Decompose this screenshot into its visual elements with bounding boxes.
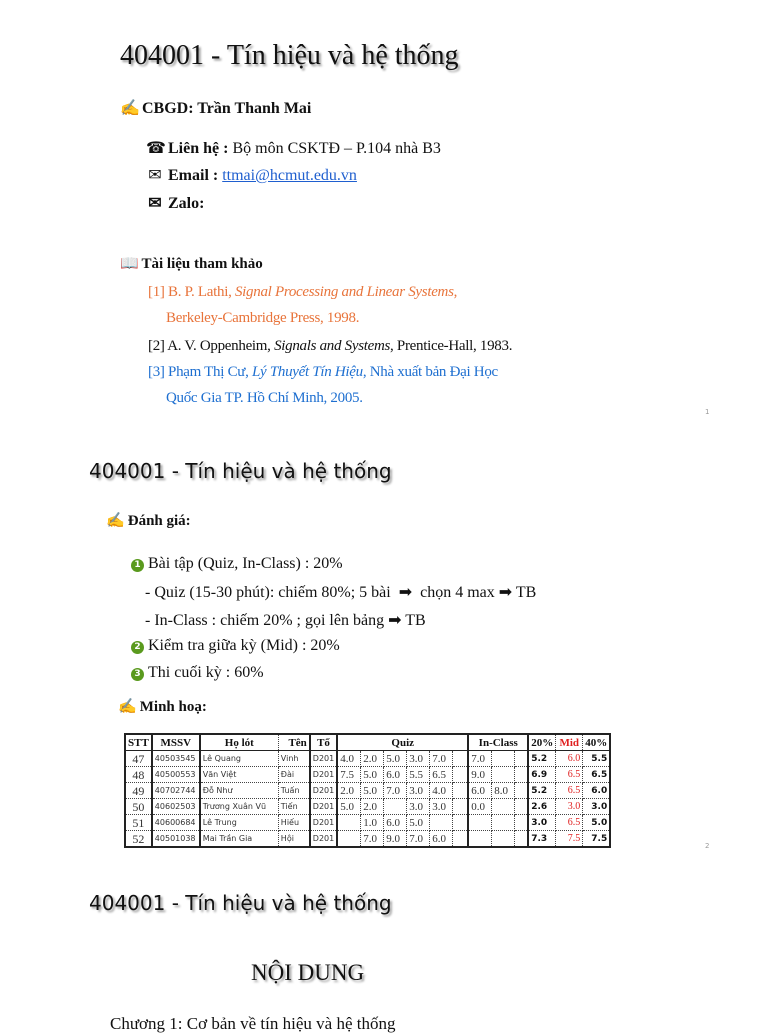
cell-inclass-1 bbox=[468, 831, 492, 848]
eval-item-quiz bbox=[145, 582, 536, 602]
reference-3-suffix: , Nhà xuất bản Đại Học bbox=[362, 364, 498, 380]
cell-quiz-3: 7.0 bbox=[384, 783, 407, 799]
reference-1-suffix: , bbox=[453, 284, 458, 300]
cell-40: 6.0 bbox=[583, 783, 611, 799]
reference-3 bbox=[148, 364, 498, 381]
envelope-icon: ✉ bbox=[148, 195, 162, 212]
cell-inclass-1: 0.0 bbox=[468, 799, 492, 815]
cell-to: D201 bbox=[310, 799, 337, 815]
cell-inclass-3 bbox=[515, 751, 529, 767]
cell-quiz-5 bbox=[430, 815, 453, 831]
cell-quiz-3: 6.0 bbox=[384, 767, 407, 783]
quiz-text-c: TB bbox=[515, 584, 537, 601]
reference-3-title: Lý Thuyết Tín Hiệu bbox=[252, 364, 363, 380]
cell-40: 5.5 bbox=[583, 751, 611, 767]
eval-item-2 bbox=[131, 637, 340, 655]
book-icon: 📖 bbox=[120, 256, 139, 272]
instructor-label: CBGD: Trần Thanh Mai bbox=[142, 100, 312, 117]
cell-inclass-2 bbox=[492, 751, 515, 767]
evaluation-heading bbox=[106, 511, 191, 530]
number-bullet-2-icon: 2 bbox=[131, 641, 144, 654]
cell-quiz-4: 7.0 bbox=[407, 831, 430, 848]
eval-item-3-text: Thi cuối kỳ : 60% bbox=[148, 664, 264, 681]
cell-quiz-2: 2.0 bbox=[361, 799, 384, 815]
cell-quiz-2: 1.0 bbox=[361, 815, 384, 831]
cell-40: 7.5 bbox=[583, 831, 611, 848]
chapter-1-line: Chương 1: Cơ bản về tín hiệu và hệ thống bbox=[110, 1014, 396, 1033]
cell-holot: Lê Quang bbox=[200, 751, 279, 767]
cell-mid: 6.5 bbox=[556, 815, 583, 831]
cell-ten: Hội bbox=[278, 831, 310, 848]
cell-mid: 6.5 bbox=[556, 767, 583, 783]
writing-hand-icon: ✍ bbox=[106, 513, 125, 529]
table-row bbox=[125, 751, 610, 767]
cell-quiz-6 bbox=[453, 799, 469, 815]
header-quiz: Quiz bbox=[337, 734, 468, 751]
cell-holot: Lê Trung bbox=[200, 815, 279, 831]
arrow-right-icon: ➡ bbox=[498, 584, 513, 601]
header-mid: Mid bbox=[556, 734, 583, 751]
cell-holot: Văn Việt bbox=[200, 767, 279, 783]
cell-20: 7.3 bbox=[528, 831, 556, 848]
eval-item-3 bbox=[131, 664, 264, 682]
cell-quiz-5: 4.0 bbox=[430, 783, 453, 799]
reference-2-title: Signals and Systems bbox=[274, 338, 391, 354]
reference-2-author: [2] A. V. Oppenheim, bbox=[148, 338, 275, 354]
cell-quiz-4: 3.0 bbox=[407, 783, 430, 799]
writing-hand-icon: ✍ bbox=[120, 100, 140, 117]
header-40: 40% bbox=[583, 734, 611, 751]
instructor-line bbox=[120, 98, 311, 118]
cell-mssv: 40602503 bbox=[152, 799, 200, 815]
cell-stt: 52 bbox=[125, 831, 152, 848]
email-link[interactable]: ttmai@hcmut.edu.vn bbox=[222, 167, 357, 184]
arrow-right-icon: ➡ bbox=[398, 584, 413, 601]
inclass-text-b: TB bbox=[405, 612, 426, 629]
table-row bbox=[125, 767, 610, 783]
writing-hand-icon: ✍ bbox=[118, 699, 137, 715]
cell-quiz-5: 6.0 bbox=[430, 831, 453, 848]
cell-quiz-1: 4.0 bbox=[337, 751, 361, 767]
cell-holot: Đỗ Như bbox=[200, 783, 279, 799]
telephone-icon: ☎ bbox=[146, 140, 166, 157]
cell-inclass-3 bbox=[515, 799, 529, 815]
slide2-title: 404001 - Tín hiệu và hệ thống bbox=[89, 459, 392, 483]
cell-quiz-4: 3.0 bbox=[407, 799, 430, 815]
cell-holot: Mai Trần Gia bbox=[200, 831, 279, 848]
cell-inclass-3 bbox=[515, 767, 529, 783]
cell-quiz-3: 9.0 bbox=[384, 831, 407, 848]
cell-quiz-6 bbox=[453, 751, 469, 767]
cell-mid: 6.5 bbox=[556, 783, 583, 799]
cell-quiz-6 bbox=[453, 831, 469, 848]
cell-quiz-5: 6.5 bbox=[430, 767, 453, 783]
cell-mssv: 40501038 bbox=[152, 831, 200, 848]
cell-stt: 50 bbox=[125, 799, 152, 815]
cell-quiz-4: 3.0 bbox=[407, 751, 430, 767]
reference-1 bbox=[148, 284, 457, 301]
cell-quiz-2: 2.0 bbox=[361, 751, 384, 767]
cell-quiz-6 bbox=[453, 815, 469, 831]
eval-item-inclass bbox=[145, 610, 426, 630]
cell-20: 5.2 bbox=[528, 783, 556, 799]
reference-1-title: Signal Processing and Linear Systems bbox=[234, 284, 454, 300]
cell-to: D201 bbox=[310, 815, 337, 831]
table-row bbox=[125, 783, 610, 799]
cell-to: D201 bbox=[310, 783, 337, 799]
content-heading: NỘI DUNG bbox=[251, 960, 365, 985]
cell-quiz-1 bbox=[337, 815, 361, 831]
reference-2-suffix: , Prentice-Hall, 1983. bbox=[390, 338, 513, 354]
cell-quiz-4: 5.5 bbox=[407, 767, 430, 783]
number-bullet-3-icon: 3 bbox=[131, 668, 144, 681]
cell-quiz-2: 7.0 bbox=[361, 831, 384, 848]
cell-quiz-3: 5.0 bbox=[384, 751, 407, 767]
cell-inclass-2 bbox=[492, 799, 515, 815]
references-heading bbox=[120, 254, 263, 273]
cell-inclass-1: 6.0 bbox=[468, 783, 492, 799]
cell-inclass-1 bbox=[468, 815, 492, 831]
reference-1-line2: Berkeley-Cambridge Press, 1998. bbox=[166, 310, 360, 326]
cell-20: 2.6 bbox=[528, 799, 556, 815]
cell-mssv: 40503545 bbox=[152, 751, 200, 767]
header-to: Tổ bbox=[310, 734, 337, 751]
table-body bbox=[125, 751, 610, 848]
cell-to: D201 bbox=[310, 831, 337, 848]
table-header-row bbox=[125, 734, 610, 751]
cell-ten: Đài bbox=[278, 767, 310, 783]
contact-line bbox=[146, 138, 441, 158]
table-row bbox=[125, 799, 610, 815]
cell-quiz-5: 3.0 bbox=[430, 799, 453, 815]
cell-40: 6.5 bbox=[583, 767, 611, 783]
cell-20: 3.0 bbox=[528, 815, 556, 831]
arrow-right-icon: ➡ bbox=[388, 612, 402, 629]
cell-inclass-3 bbox=[515, 815, 529, 831]
cell-mssv: 40702744 bbox=[152, 783, 200, 799]
email-label: Email : bbox=[168, 167, 219, 184]
references-heading-text: Tài liệu tham khảo bbox=[141, 256, 263, 272]
cell-stt: 47 bbox=[125, 751, 152, 767]
eval-item-1 bbox=[131, 555, 343, 573]
reference-3-author: [3] Phạm Thị Cư, bbox=[148, 364, 253, 380]
cell-quiz-2: 5.0 bbox=[361, 767, 384, 783]
grades-table bbox=[124, 733, 611, 848]
quiz-text: - Quiz (15-30 phút): chiếm 80%; 5 bài bbox=[145, 584, 391, 601]
cell-quiz-6 bbox=[453, 783, 469, 799]
email-line bbox=[146, 165, 357, 185]
cell-inclass-1: 9.0 bbox=[468, 767, 492, 783]
table-row bbox=[125, 831, 610, 848]
cell-quiz-1: 7.5 bbox=[337, 767, 361, 783]
cell-mssv: 40600684 bbox=[152, 815, 200, 831]
cell-ten: Hiếu bbox=[278, 815, 310, 831]
cell-inclass-2: 8.0 bbox=[492, 783, 515, 799]
evaluation-heading-text: Đánh giá: bbox=[127, 513, 191, 529]
cell-20: 6.9 bbox=[528, 767, 556, 783]
cell-40: 5.0 bbox=[583, 815, 611, 831]
header-stt: STT bbox=[125, 734, 152, 751]
cell-ten: Vinh bbox=[278, 751, 310, 767]
cell-quiz-3 bbox=[384, 799, 407, 815]
cell-inclass-3 bbox=[515, 831, 529, 848]
reference-1-author: [1] B. P. Lathi, bbox=[148, 284, 235, 300]
reference-3-line2: Quốc Gia TP. Hồ Chí Minh, 2005. bbox=[166, 390, 363, 406]
cell-stt: 48 bbox=[125, 767, 152, 783]
header-ten: Tên bbox=[278, 734, 310, 751]
cell-inclass-1: 7.0 bbox=[468, 751, 492, 767]
eval-item-2-text: Kiểm tra giữa kỳ (Mid) : 20% bbox=[148, 637, 340, 654]
cell-inclass-2 bbox=[492, 815, 515, 831]
cell-quiz-3: 6.0 bbox=[384, 815, 407, 831]
header-mssv: MSSV bbox=[152, 734, 200, 751]
contact-value: Bộ môn CSKTĐ – P.104 nhà B3 bbox=[232, 140, 441, 157]
cell-mid: 7.5 bbox=[556, 831, 583, 848]
cell-quiz-1: 2.0 bbox=[337, 783, 361, 799]
cell-to: D201 bbox=[310, 767, 337, 783]
cell-quiz-6 bbox=[453, 767, 469, 783]
cell-quiz-1: 5.0 bbox=[337, 799, 361, 815]
cell-mid: 6.0 bbox=[556, 751, 583, 767]
inclass-text: - In-Class : chiếm 20% ; gọi lên bảng bbox=[145, 612, 385, 629]
header-inclass: In-Class bbox=[468, 734, 528, 751]
cell-40: 3.0 bbox=[583, 799, 611, 815]
cell-quiz-2: 5.0 bbox=[361, 783, 384, 799]
header-holot: Họ lót bbox=[200, 734, 279, 751]
page-number-2: 2 bbox=[705, 842, 710, 850]
cell-20: 5.2 bbox=[528, 751, 556, 767]
zalo-line bbox=[146, 193, 204, 213]
cell-ten: Tuấn bbox=[278, 783, 310, 799]
cell-stt: 49 bbox=[125, 783, 152, 799]
illustration-heading-text: Minh hoạ: bbox=[139, 699, 207, 715]
slide1-title: 404001 - Tín hiệu và hệ thống bbox=[120, 40, 459, 71]
number-bullet-1-icon: 1 bbox=[131, 559, 144, 572]
cell-mssv: 40500553 bbox=[152, 767, 200, 783]
cell-stt: 51 bbox=[125, 815, 152, 831]
cell-quiz-5: 7.0 bbox=[430, 751, 453, 767]
zalo-label: Zalo: bbox=[168, 195, 205, 212]
cell-inclass-2 bbox=[492, 831, 515, 848]
quiz-text-b: chọn 4 max bbox=[420, 584, 495, 601]
cell-to: D201 bbox=[310, 751, 337, 767]
contact-label: Liên hệ : bbox=[168, 140, 229, 157]
grades-table-wrapper bbox=[124, 733, 611, 848]
cell-inclass-2 bbox=[492, 767, 515, 783]
header-20: 20% bbox=[528, 734, 556, 751]
cell-holot: Trương Xuân Vũ bbox=[200, 799, 279, 815]
reference-2 bbox=[148, 338, 512, 355]
page-number-1: 1 bbox=[705, 408, 710, 416]
eval-item-1-text: Bài tập (Quiz, In-Class) : 20% bbox=[148, 555, 343, 572]
cell-inclass-3 bbox=[515, 783, 529, 799]
cell-quiz-4: 5.0 bbox=[407, 815, 430, 831]
slide3-title: 404001 - Tín hiệu và hệ thống bbox=[89, 891, 392, 915]
table-row bbox=[125, 815, 610, 831]
cell-quiz-1 bbox=[337, 831, 361, 848]
cell-mid: 3.0 bbox=[556, 799, 583, 815]
cell-ten: Tiến bbox=[278, 799, 310, 815]
illustration-heading bbox=[118, 697, 207, 716]
envelope-icon: ✉ bbox=[148, 167, 162, 184]
